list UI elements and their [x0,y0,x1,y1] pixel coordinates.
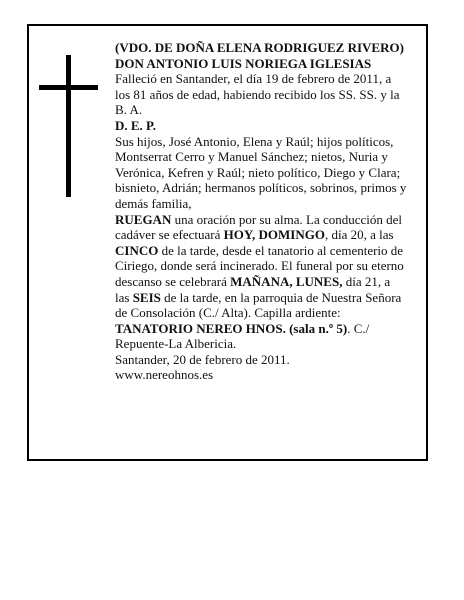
fun-day: MAÑANA, LUNES, [230,273,343,289]
cond-day: HOY, DOMINGO [223,227,325,243]
funeral-line-6 [115,290,423,306]
family-line-4: bisnieto, Adrián; hermanos políticos, sobrinos, primos y [115,180,407,196]
ruegan-line [115,212,423,228]
obituary-text [115,40,423,383]
fun-text-a: descanso se celebrará [115,273,231,289]
death-line-1: Falleció en Santander, el día 19 de febrero de 2011, a [115,71,392,87]
family-line-1: Sus hijos, José Antonio, Elena y Raúl; hijos políticos, [115,133,394,149]
conduction-line-4: Ciriego, donde será incinerado. El funeral por su eterno [115,258,404,274]
cond-hour: CINCO [115,242,159,258]
funeral-line-7: de Consolación (C./ Alta). Capilla ardiente: [115,305,341,321]
tanatorio-rest: . C./ [347,320,370,336]
cross-horizontal-bar [39,85,98,90]
ruegan-rest: una oración por su alma. La conducción del [171,211,403,227]
website-link[interactable]: www.nereohnos.es [115,367,214,383]
family-line-3: Verónica, Kefren y Raúl; nieto político, Diego y Clara; [115,164,401,180]
conduction-line-3 [115,243,423,259]
tanatorio-line-2: Repuente-La Albericia. [115,336,237,352]
cond-text-c: , día 20, a las [324,227,394,243]
tanatorio-line [115,321,423,337]
family-line-2: Montserrat Cerro y Manuel Sánchez; nietos, Nuria y [115,149,388,165]
fun-text-c: día 21, a [342,273,391,289]
fun-hour: SEIS [132,289,161,305]
fun-text-6a: las [115,289,133,305]
cond-text-a: cadáver se efectuará [115,227,224,243]
cond-text-3: de la tarde, desde el tanatorio al cementerio de [158,242,404,258]
deceased-name: DON ANTONIO LUIS NORIEGA IGLESIAS [115,55,372,71]
fun-text-6c: de la tarde, en la parroquia de Nuestra Señora [160,289,402,305]
widow-line: (VDO. DE DOÑA ELENA RODRIGUEZ RIVERO) [115,40,404,55]
tanatorio-name: TANATORIO NEREO HNOS. (sala n.º 5) [115,320,348,336]
cross-vertical-bar [66,55,71,197]
date-line: Santander, 20 de febrero de 2011. [115,351,290,367]
death-line-2: los 81 años de edad, habiendo recibido los SS. SS. y la [115,86,400,102]
funeral-line-5 [115,274,423,290]
family-line-5: demás familia, [115,195,192,211]
conduction-line-2 [115,227,423,243]
ruegan-word: RUEGAN [115,211,172,227]
death-line-3: B. A. [115,102,143,118]
rip-line: D. E. P. [115,117,157,133]
